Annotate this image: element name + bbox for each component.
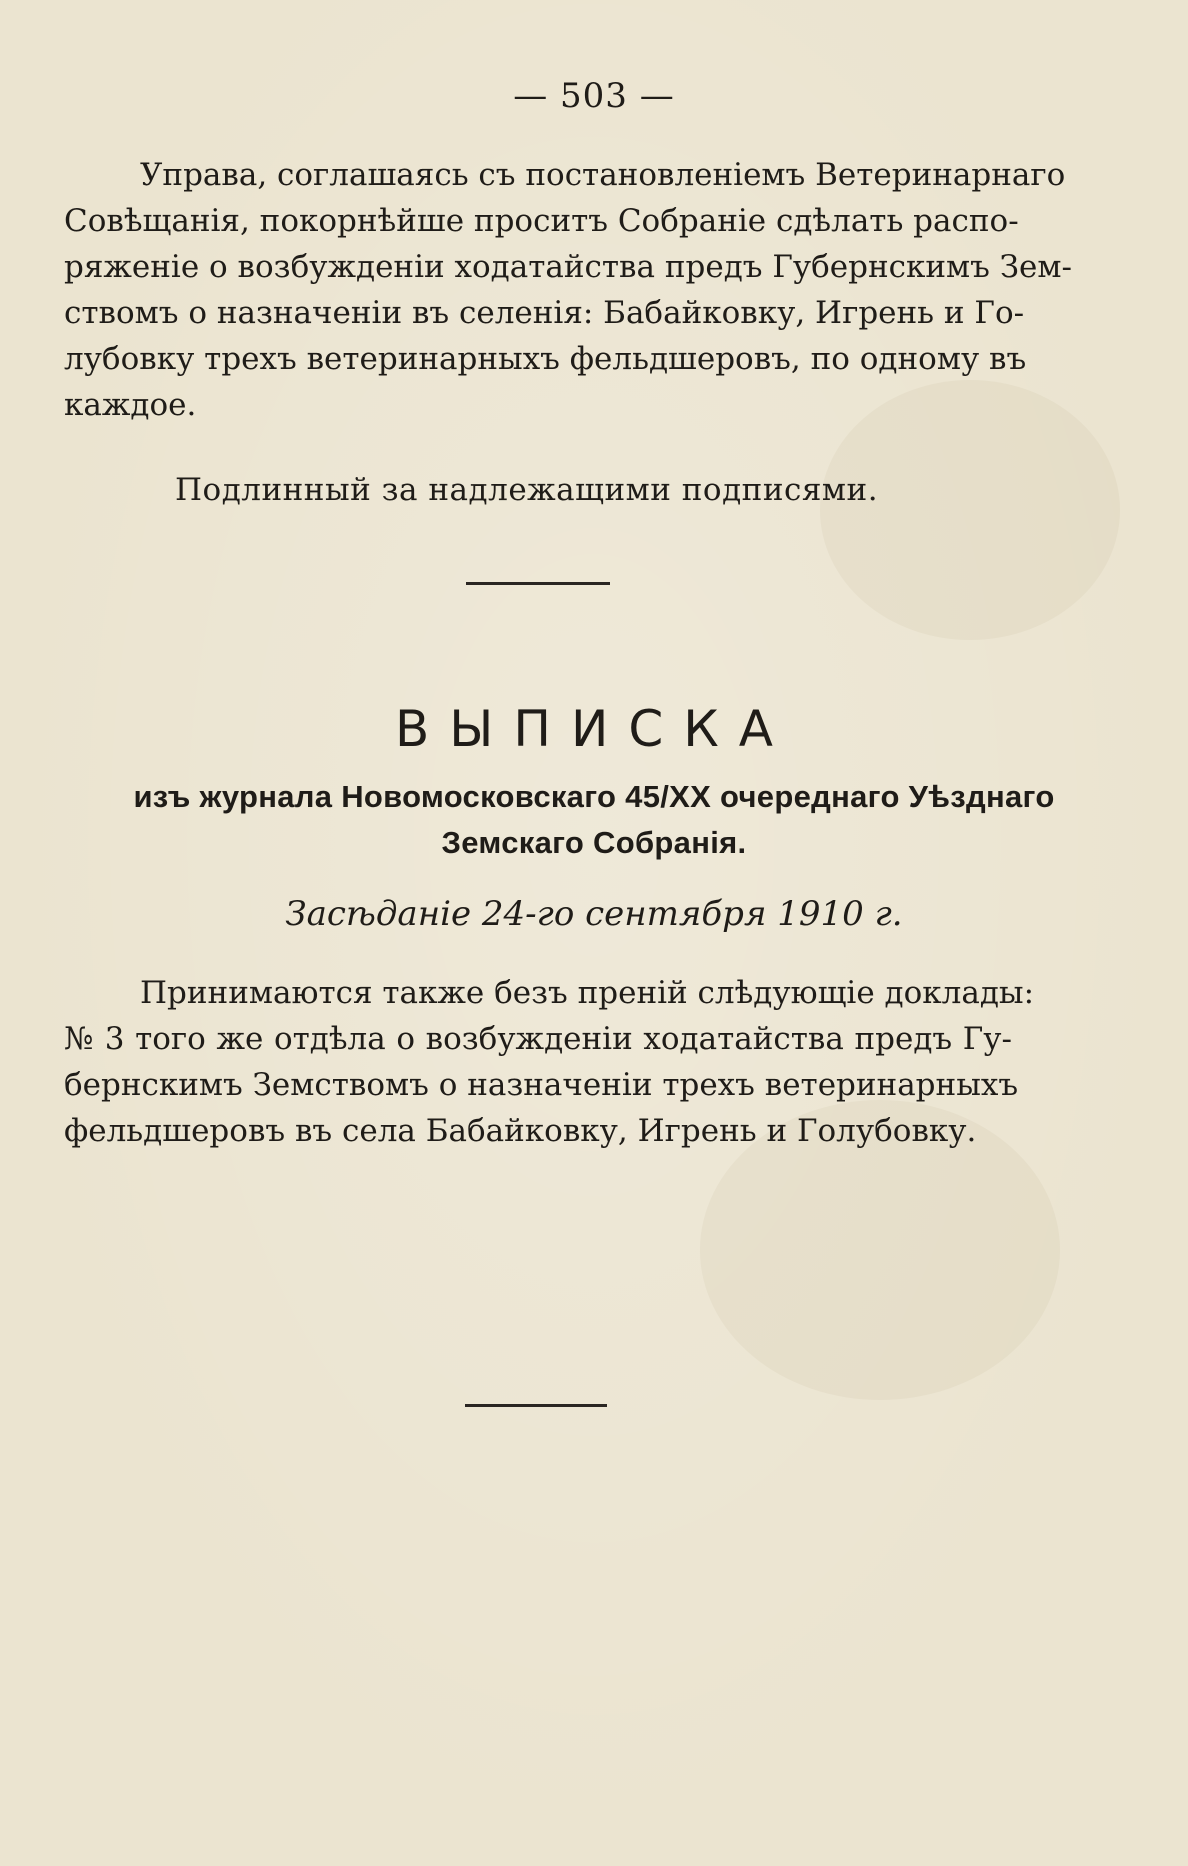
section-divider bbox=[465, 1404, 607, 1407]
document-title: ВЫПИСКА bbox=[394, 700, 794, 758]
text-line: ряженіе о возбужденіи ходатайства предъ Губернскимъ Зем- bbox=[64, 249, 1072, 285]
text-line: № 3 того же отдѣла о возбужденіи ходатайства предъ Гу- bbox=[64, 1021, 1012, 1057]
text-line: Совѣщанія, покорнѣйше проситъ Собраніе сдѣлать распо- bbox=[64, 203, 1019, 239]
signature-note: Подлинный за надлежащими подписями. bbox=[175, 472, 879, 508]
page-number: — 503 — bbox=[513, 76, 675, 116]
text-line: ствомъ о назначеніи въ селенія: Бабайковку, Игрень и Го- bbox=[64, 295, 1025, 331]
session-date: Засѣданіе 24-го сентября 1910 г. bbox=[285, 894, 903, 934]
text-line: бернскимъ Земствомъ о назначеніи трехъ ветеринарныхъ bbox=[64, 1067, 1019, 1103]
paragraph-uprava bbox=[64, 152, 1072, 428]
text-line: Принимаются также безъ преній слѣдующіе доклады: bbox=[140, 975, 1035, 1011]
text-line: лубовку трехъ ветеринарныхъ фельдшеровъ, по одному въ bbox=[64, 341, 1027, 377]
text-line: Управа, соглашаясь съ постановленіемъ Ветеринарнаго bbox=[140, 157, 1066, 193]
text-line: фельдшеровъ въ села Бабайковку, Игрень и Голубовку. bbox=[64, 1113, 977, 1149]
text-line: каждое. bbox=[64, 387, 197, 423]
section-divider bbox=[466, 582, 610, 585]
subtitle-line: изъ журнала Новомосковскаго 45/XX очереднаго Уѣзднаго bbox=[133, 779, 1055, 814]
paragraph-reports bbox=[64, 970, 1035, 1154]
subtitle-line: Земскаго Собранія. bbox=[441, 825, 747, 860]
